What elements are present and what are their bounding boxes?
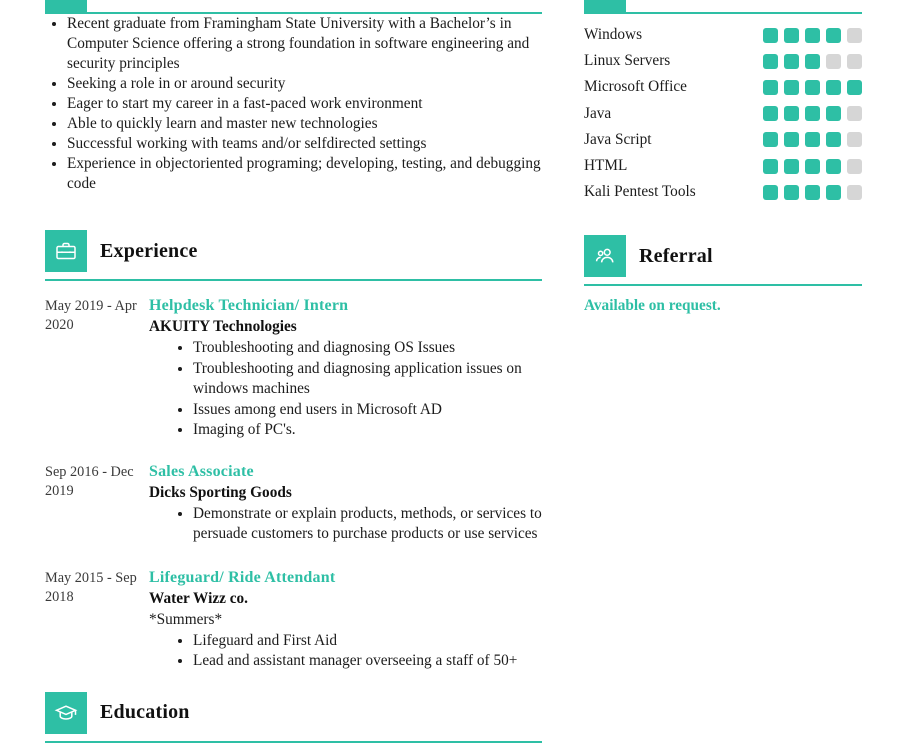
people-icon [584, 235, 626, 277]
rating-dot [763, 106, 778, 121]
rating-dot [763, 159, 778, 174]
referral-section [584, 235, 862, 315]
list-item: Lifeguard and First Aid [171, 631, 542, 652]
rating-dot [784, 28, 799, 43]
entry-role: Sales Associate [149, 462, 254, 480]
skill-rating [763, 28, 862, 43]
rating-dot [826, 185, 841, 200]
entry-company: Dicks Sporting Goods [149, 483, 292, 501]
experience-section-header [45, 230, 542, 272]
rating-dot [847, 80, 862, 95]
skill-rating [763, 80, 862, 95]
experience-entry-list [45, 295, 542, 672]
rating-dot [805, 28, 820, 43]
skill-row [584, 153, 862, 179]
skills-section-divider [584, 12, 862, 14]
rating-dot [826, 28, 841, 43]
rating-dot [805, 80, 820, 95]
rating-dot [763, 80, 778, 95]
list-item: Seeking a role in or around security [45, 74, 542, 94]
skills-section [584, 0, 862, 205]
list-item: Eager to start my career in a fast-paced work environment [45, 94, 542, 114]
entry-dates: May 2019 - Apr 2020 [45, 298, 137, 333]
skill-label: Microsoft Office [584, 78, 687, 96]
entry-company: Water Wizz co. [149, 589, 248, 607]
rating-dot [847, 54, 862, 69]
summary-bullet-list [45, 14, 542, 194]
rating-dot [805, 54, 820, 69]
skill-rating [763, 54, 862, 69]
left-column [45, 0, 542, 743]
rating-dot [805, 185, 820, 200]
experience-entry [45, 461, 542, 545]
referral-text: Available on request. [584, 297, 721, 315]
referral-section-header [584, 235, 862, 277]
list-item: Experience in objectoriented programing; developing, testing, and debugging code [45, 154, 542, 194]
section-title: Education [100, 701, 190, 723]
skill-row [584, 127, 862, 153]
rating-dot [784, 106, 799, 121]
entry-bullet-list [149, 338, 542, 441]
skills-list [584, 22, 862, 205]
skill-row [584, 48, 862, 74]
entry-body [149, 461, 542, 545]
skills-icon [584, 0, 626, 12]
list-item: Recent graduate from Framingham State University with a Bachelor’s in Computer Science offering a strong foundation in software engineering and security principles [45, 14, 542, 74]
summary-section [45, 0, 542, 194]
rating-dot [763, 132, 778, 147]
skill-label: Kali Pentest Tools [584, 183, 696, 201]
graduation-cap-icon [45, 692, 87, 734]
rating-dot [826, 54, 841, 69]
entry-role: Helpdesk Technician/ Intern [149, 297, 349, 314]
list-item: Imaging of PC's. [171, 420, 542, 441]
skill-label: Linux Servers [584, 52, 671, 70]
list-item: Demonstrate or explain products, methods, or services to persuade customers to purchase products or use services [171, 504, 542, 545]
skill-row [584, 22, 862, 48]
list-item: Lead and assistant manager overseeing a staff of 50+ [171, 651, 542, 672]
rating-dot [847, 106, 862, 121]
skill-label: Java Script [584, 130, 652, 148]
skill-rating [763, 159, 862, 174]
education-section-header [45, 692, 542, 734]
rating-dot [826, 132, 841, 147]
list-item: Successful working with teams and/or selfdirected settings [45, 134, 542, 154]
entry-bullet-list [149, 631, 542, 672]
list-item: Able to quickly learn and master new technologies [45, 114, 542, 134]
rating-dot [847, 28, 862, 43]
rating-dot [763, 54, 778, 69]
section-title: Experience [100, 239, 198, 262]
rating-dot [784, 80, 799, 95]
briefcase-icon [45, 230, 87, 272]
rating-dot [805, 159, 820, 174]
rating-dot [847, 132, 862, 147]
skill-row [584, 179, 862, 205]
entry-note: *Summers* [149, 610, 223, 628]
rating-dot [826, 106, 841, 121]
entry-body [149, 295, 542, 441]
list-item: Troubleshooting and diagnosing application issues on windows machines [171, 359, 542, 400]
rating-dot [784, 54, 799, 69]
skill-label: HTML [584, 157, 628, 175]
rating-dot [805, 132, 820, 147]
referral-section-divider [584, 284, 862, 286]
right-column [584, 0, 862, 315]
experience-section-divider [45, 279, 542, 281]
section-title: Referral [639, 244, 713, 267]
rating-dot [763, 185, 778, 200]
rating-dot [826, 80, 841, 95]
education-section [45, 692, 542, 743]
skill-rating [763, 106, 862, 121]
rating-dot [763, 28, 778, 43]
list-item: Troubleshooting and diagnosing OS Issues [171, 338, 542, 359]
entry-bullet-list [149, 504, 542, 545]
entry-dates: Sep 2016 - Dec 2019 [45, 463, 134, 499]
rating-dot [826, 159, 841, 174]
education-section-divider [45, 741, 542, 743]
skill-rating [763, 185, 862, 200]
entry-body [149, 567, 542, 672]
rating-dot [784, 159, 799, 174]
experience-entry [45, 295, 542, 441]
skill-rating [763, 132, 862, 147]
rating-dot [847, 185, 862, 200]
experience-section [45, 230, 542, 672]
entry-role: Lifeguard/ Ride Attendant [149, 568, 336, 586]
skill-row [584, 74, 862, 100]
rating-dot [784, 132, 799, 147]
skills-section-header [584, 0, 862, 12]
star-icon [45, 0, 87, 12]
rating-dot [784, 185, 799, 200]
summary-section-header [45, 0, 542, 12]
rating-dot [847, 159, 862, 174]
list-item: Issues among end users in Microsoft AD [171, 400, 542, 421]
skill-label: Java [584, 104, 612, 122]
rating-dot [805, 106, 820, 121]
experience-entry [45, 567, 542, 672]
entry-dates: May 2015 - Sep 2018 [45, 569, 137, 605]
skill-row [584, 101, 862, 127]
entry-company: AKUITY Technologies [149, 318, 297, 335]
skill-label: Windows [584, 26, 643, 44]
